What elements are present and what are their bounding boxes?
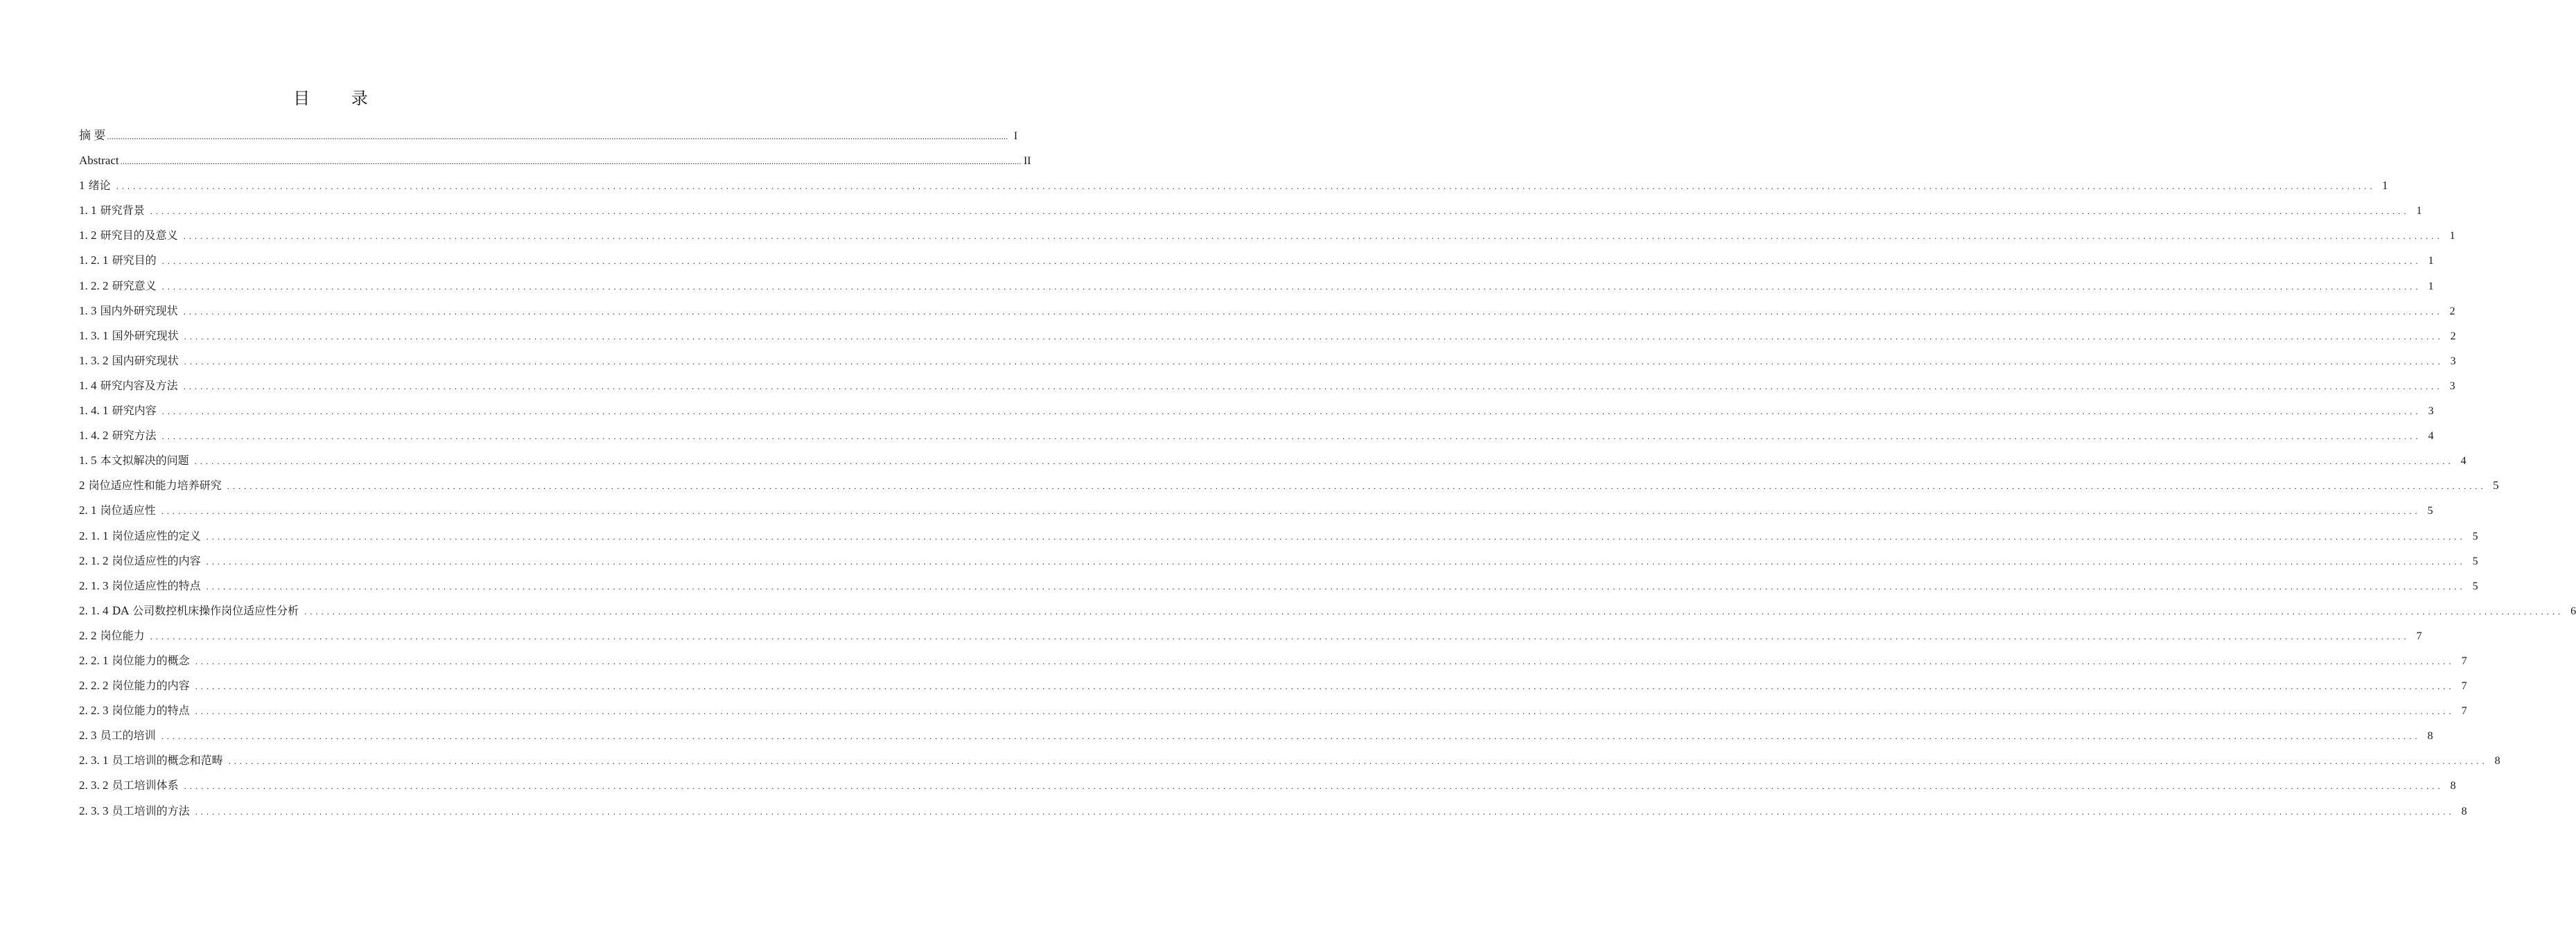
toc-entry-label: [79, 379, 178, 393]
toc-entry-number: 2. 1. 2: [79, 553, 109, 567]
toc-page-number: 5: [2493, 479, 2499, 493]
toc-entry-text: 岗位适应性: [100, 504, 156, 517]
toc-dot-leader: ................................................................................................................................................................................................................................................................................................................................................................................................................: [150, 630, 2410, 641]
toc-entry[interactable]: [79, 504, 2433, 529]
toc-page-number: 3: [2449, 380, 2455, 392]
toc-entry-text: 研究目的: [112, 254, 157, 267]
toc-entry-text: 员工培训体系: [112, 779, 179, 792]
toc-entry-text: 员工培训的方法: [112, 804, 190, 817]
toc-dot-leader: ................................................................................................................................................................................................................................................................................................................................................................................................................: [206, 580, 2466, 592]
toc-page-number: II: [1023, 155, 1031, 168]
toc-entry-label: [79, 504, 156, 517]
toc-dot-leader: ................................................................................................................................................................................................................................................................................................................................................................................................................: [183, 231, 2443, 242]
toc-dot-leader: ................................................................................................................................................................................................................................................................................................................................................................................................................: [161, 506, 2421, 517]
toc-entry[interactable]: [79, 754, 2500, 779]
toc-entry-number: 2. 2. 2: [79, 679, 109, 693]
toc-entry[interactable]: [79, 254, 2434, 278]
toc-dot-leader: ................................................................................................................................................................................................................................................................................................................................................................................................................: [120, 156, 1022, 167]
toc-entry-number: 1: [79, 179, 85, 193]
toc-entry[interactable]: [79, 204, 2422, 229]
toc-entry-number: 2. 1. 1: [79, 529, 109, 542]
toc-page-number: 8: [2427, 730, 2433, 743]
toc-entry-label: [79, 429, 157, 443]
toc-dot-leader: ................................................................................................................................................................................................................................................................................................................................................................................................................: [161, 406, 2421, 417]
toc-entry-label: [79, 229, 178, 242]
toc-entry-number: 1. 4. 1: [79, 404, 109, 418]
toc-entry[interactable]: [79, 779, 2456, 804]
toc-dot-leader: ................................................................................................................................................................................................................................................................................................................................................................................................................: [161, 431, 2421, 442]
toc-page-number: 7: [2416, 630, 2422, 642]
toc-page-number: 1: [2428, 280, 2434, 292]
toc-entry-text: 岗位适应性的定义: [112, 529, 201, 542]
toc-page-number: 4: [2460, 455, 2467, 468]
toc-entry-number: 2. 2: [79, 628, 97, 642]
toc-dot-leader: ................................................................................................................................................................................................................................................................................................................................................................................................................: [195, 706, 2455, 717]
toc-entry-text: 岗位能力的特点: [112, 704, 190, 718]
toc-entry-number: 2. 1: [79, 504, 97, 517]
toc-entry-number: 2. 3: [79, 729, 97, 743]
toc-page-number: 1: [2428, 255, 2434, 267]
toc-entry-label: [79, 304, 178, 318]
toc-dot-leader: ................................................................................................................................................................................................................................................................................................................................................................................................................: [161, 256, 2421, 267]
toc-entry[interactable]: [79, 278, 2434, 304]
page-title: 目 录: [293, 89, 386, 108]
toc-page-number: 3: [2450, 355, 2456, 367]
toc-entry[interactable]: [79, 303, 2455, 329]
toc-entry-text: 国内研究现状: [112, 353, 179, 367]
toc-entry-number: 2. 3. 3: [79, 804, 109, 817]
toc-page-number: 2: [2449, 305, 2455, 317]
toc-entry-number: 2. 3. 1: [79, 754, 109, 768]
toc-entry-text: 本文拟解决的问题: [100, 454, 189, 468]
toc-entry-label: [79, 604, 299, 618]
toc-entry-label: [79, 779, 179, 792]
toc-dot-leader: ................................................................................................................................................................................................................................................................................................................................................................................................................: [183, 380, 2443, 391]
toc-entry-number: 2: [79, 479, 85, 493]
toc-dot-leader: ................................................................................................................................................................................................................................................................................................................................................................................................................: [194, 456, 2454, 467]
toc-entry-number: 2. 1. 4: [79, 603, 109, 617]
toc-entry-text: 研究内容: [112, 404, 157, 418]
toc-entry-label: [79, 729, 156, 743]
toc-entry[interactable]: [79, 179, 2388, 204]
toc-entry[interactable]: [79, 328, 2456, 354]
toc-page-number: 7: [2461, 680, 2467, 693]
toc-entry-text: 研究意义: [112, 278, 157, 292]
toc-entry-number: Abstract: [79, 154, 119, 168]
toc-entry-number: 1. 2. 2: [79, 278, 109, 292]
toc-page-number: 5: [2472, 555, 2478, 567]
toc-entry[interactable]: [79, 129, 1018, 154]
toc-entry-number: 2. 2. 1: [79, 653, 109, 667]
toc-entry-text: 员工培训的概念和范畴: [112, 754, 223, 768]
toc-entry-label: [79, 629, 145, 643]
toc-entry-text: 研究背景: [100, 204, 145, 218]
toc-entry-label: [79, 479, 222, 493]
table-of-contents: [79, 129, 2576, 829]
toc-entry-text: 岗位能力的内容: [112, 679, 190, 693]
toc-dot-leader: ................................................................................................................................................................................................................................................................................................................................................................................................................: [161, 281, 2421, 292]
toc-entry[interactable]: [79, 653, 2467, 679]
toc-entry-number: 1. 4: [79, 378, 97, 392]
toc-entry-label: [79, 254, 157, 267]
toc-entry-label: [79, 179, 111, 193]
toc-entry[interactable]: [79, 479, 2499, 504]
toc-dot-leader: ................................................................................................................................................................................................................................................................................................................................................................................................................: [183, 305, 2443, 317]
toc-entry[interactable]: [79, 529, 2478, 554]
toc-entry-label: [79, 204, 145, 218]
toc-entry-text: 国内外研究现状: [100, 303, 178, 317]
toc-entry-label: [79, 279, 157, 293]
toc-page-number: 1: [2382, 179, 2388, 193]
toc-entry[interactable]: [79, 454, 2467, 479]
toc-dot-leader: ................................................................................................................................................................................................................................................................................................................................................................................................................: [195, 655, 2455, 666]
toc-entry-label: [79, 654, 190, 668]
toc-entry-text: 研究方法: [112, 429, 157, 443]
toc-entry-number: 1. 3. 2: [79, 353, 109, 367]
toc-dot-leader: ................................................................................................................................................................................................................................................................................................................................................................................................................: [195, 681, 2455, 692]
toc-entry[interactable]: [79, 404, 2434, 429]
toc-page-number: I: [1013, 130, 1018, 142]
toc-entry[interactable]: [79, 729, 2433, 754]
toc-entry-label: [79, 154, 119, 168]
toc-entry-number: 摘 要: [79, 129, 106, 142]
toc-entry-label: [79, 579, 201, 593]
toc-dot-leader: ................................................................................................................................................................................................................................................................................................................................................................................................................: [161, 731, 2421, 742]
toc-page-number: 7: [2461, 655, 2467, 667]
toc-dot-leader: ................................................................................................................................................................................................................................................................................................................................................................................................................: [184, 355, 2444, 366]
toc-page-number: 7: [2461, 705, 2467, 718]
toc-dot-leader: ................................................................................................................................................................................................................................................................................................................................................................................................................: [206, 556, 2466, 567]
toc-entry-number: 1. 1: [79, 204, 97, 218]
toc-dot-leader: ................................................................................................................................................................................................................................................................................................................................................................................................................: [206, 531, 2466, 542]
toc-entry-label: [79, 354, 179, 368]
toc-entry-text: 岗位能力: [100, 628, 145, 642]
toc-dot-leader: ................................................................................................................................................................................................................................................................................................................................................................................................................: [150, 206, 2410, 217]
toc-entry[interactable]: [79, 429, 2434, 454]
toc-entry-label: [79, 129, 105, 143]
toc-entry-text: 研究目的及意义: [100, 229, 178, 242]
toc-entry-label: [79, 454, 189, 468]
toc-entry-label: [79, 554, 201, 568]
toc-entry[interactable]: [79, 229, 2455, 254]
toc-page-number: 5: [2427, 505, 2433, 517]
toc-page-number: 1: [2416, 205, 2422, 218]
toc-entry-text: 研究内容及方法: [100, 378, 178, 392]
toc-entry[interactable]: [79, 628, 2422, 654]
toc-page-number: 5: [2472, 580, 2478, 592]
toc-entry-number: 1. 3: [79, 303, 97, 317]
toc-entry-number: 1. 2: [79, 229, 97, 242]
toc-entry[interactable]: [79, 553, 2478, 579]
toc-entry[interactable]: [79, 804, 2467, 829]
toc-entry-text: 绪论: [88, 179, 111, 193]
toc-dot-leader: ................................................................................................................................................................................................................................................................................................................................................................................................................: [228, 756, 2488, 767]
toc-entry-label: [79, 679, 190, 693]
toc-entry-text: DA 公司数控机床操作岗位适应性分析: [112, 603, 299, 617]
toc-dot-leader: ................................................................................................................................................................................................................................................................................................................................................................................................................: [304, 605, 2564, 617]
toc-entry-text: 国外研究现状: [112, 328, 179, 342]
toc-page-number: 1: [2449, 230, 2455, 242]
toc-entry-number: 1. 3. 1: [79, 328, 109, 342]
toc-entry-text: 岗位适应性的内容: [112, 553, 201, 567]
toc-entry[interactable]: [79, 578, 2478, 604]
toc-entry-number: 1. 4. 2: [79, 429, 109, 443]
toc-entry[interactable]: [79, 353, 2456, 379]
toc-page-number: 6: [2570, 605, 2576, 617]
toc-entry-text: 员工的培训: [100, 729, 156, 743]
toc-page-number: 5: [2472, 530, 2478, 542]
toc-dot-leader: ................................................................................................................................................................................................................................................................................................................................................................................................................: [116, 181, 2376, 192]
toc-dot-leader: ................................................................................................................................................................................................................................................................................................................................................................................................................: [184, 330, 2444, 342]
toc-page-number: 8: [2494, 755, 2500, 768]
toc-entry-number: 2. 1. 3: [79, 578, 109, 592]
toc-dot-leader: ................................................................................................................................................................................................................................................................................................................................................................................................................: [184, 781, 2444, 792]
toc-entry-label: [79, 754, 223, 768]
toc-entry-label: [79, 329, 179, 343]
toc-dot-leader: ................................................................................................................................................................................................................................................................................................................................................................................................................: [107, 131, 1008, 141]
toc-entry-text: 岗位能力的概念: [112, 653, 190, 667]
toc-page-number: 3: [2428, 405, 2434, 418]
toc-entry-label: [79, 804, 190, 818]
toc-entry-number: 2. 3. 2: [79, 779, 109, 792]
toc-entry[interactable]: [79, 679, 2467, 704]
toc-entry-number: 1. 2. 1: [79, 254, 109, 267]
toc-page-number: 2: [2450, 330, 2456, 342]
toc-entry-number: 2. 2. 3: [79, 704, 109, 718]
toc-entry-label: [79, 404, 157, 418]
toc-entry-label: [79, 704, 190, 718]
toc-entry[interactable]: [79, 704, 2467, 729]
toc-dot-leader: ................................................................................................................................................................................................................................................................................................................................................................................................................: [227, 481, 2487, 492]
toc-entry[interactable]: [79, 603, 2576, 629]
toc-page-number: 8: [2450, 780, 2456, 792]
toc-entry-number: 1. 5: [79, 454, 97, 468]
toc-entry-text: 岗位适应性的特点: [112, 578, 201, 592]
toc-entry-text: 岗位适应性和能力培养研究: [88, 479, 222, 493]
toc-dot-leader: ................................................................................................................................................................................................................................................................................................................................................................................................................: [195, 806, 2455, 817]
toc-page-number: 4: [2428, 430, 2434, 443]
toc-page-number: 8: [2461, 805, 2467, 817]
toc-entry-label: [79, 529, 201, 543]
toc-entry[interactable]: [79, 154, 1031, 179]
toc-entry[interactable]: [79, 378, 2455, 404]
